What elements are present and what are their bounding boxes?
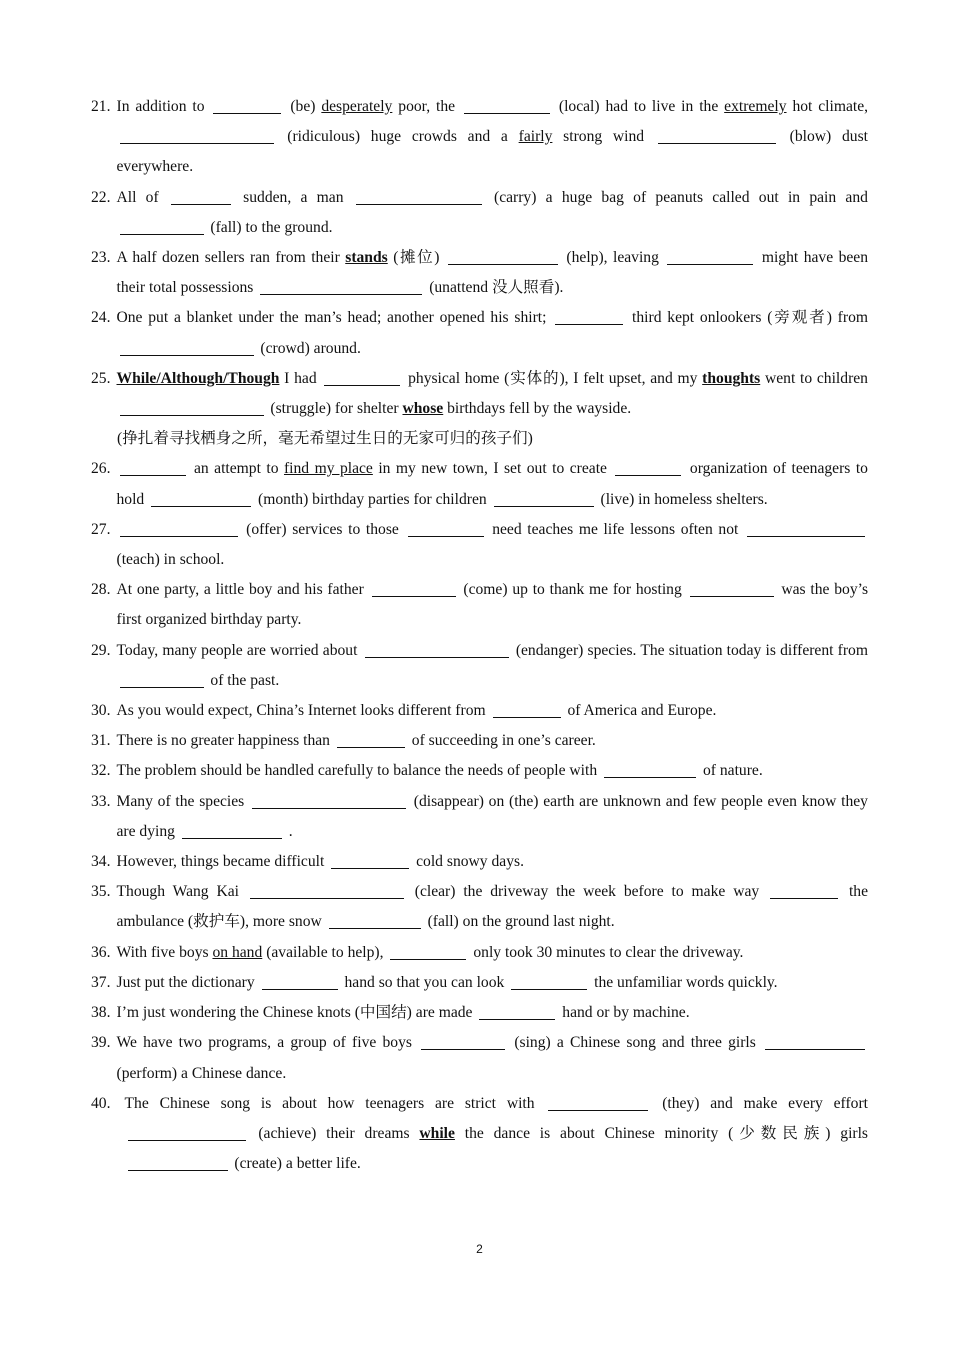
answer-blank[interactable] <box>337 729 405 748</box>
question-number: 29. <box>91 641 111 659</box>
text-fragment: However, things became difficult <box>116 853 325 871</box>
answer-blank[interactable] <box>690 578 774 597</box>
answer-blank[interactable] <box>372 578 456 597</box>
answer-blank[interactable] <box>120 125 274 144</box>
bold-underlined-word: while <box>419 1124 455 1142</box>
text-fragment: third kept onlookers (旁观者) from <box>632 309 868 327</box>
question-number: 34. <box>91 853 111 871</box>
text-fragment: (help), leaving <box>566 249 659 267</box>
text-fragment: (fall) on the ground last night. <box>427 913 615 931</box>
answer-blank[interactable] <box>120 216 204 235</box>
question-text <box>117 938 869 968</box>
text-fragment: was the boy’s first organized birthday party. <box>116 581 869 629</box>
question-number: 33. <box>91 792 111 810</box>
question-text <box>117 636 869 696</box>
question-35 <box>91 877 868 937</box>
underlined-word: desperately <box>321 98 393 115</box>
question-34 <box>91 847 868 877</box>
text-fragment: With five boys <box>116 943 209 961</box>
answer-blank[interactable] <box>770 880 838 899</box>
text-fragment: of America and Europe. <box>567 702 717 720</box>
text-fragment: A half dozen sellers ran from their <box>116 249 340 267</box>
answer-blank[interactable] <box>252 790 406 809</box>
text-fragment: Just put the dictionary <box>116 973 255 991</box>
text-fragment: (they) and make every effort <box>662 1094 868 1112</box>
question-text <box>117 726 869 756</box>
text-fragment: (ridiculous) huge crowds and a <box>287 128 508 146</box>
answer-blank[interactable] <box>765 1031 865 1050</box>
text-fragment: need teaches me life lessons often not <box>492 520 739 538</box>
text-fragment: only took 30 minutes to clear the driveway. <box>473 943 744 961</box>
text-fragment: (clear) the driveway the week before to make way <box>414 883 760 901</box>
worksheet <box>91 92 868 1179</box>
text-fragment: (struggle) for shelter <box>270 400 399 418</box>
question-text <box>117 303 869 363</box>
answer-blank[interactable] <box>120 669 204 688</box>
question-text <box>117 877 869 937</box>
question-number: 39. <box>91 1034 111 1052</box>
question-number: 37. <box>91 973 111 991</box>
answer-blank[interactable] <box>128 1122 246 1141</box>
answer-blank[interactable] <box>250 880 404 899</box>
question-text <box>117 787 869 847</box>
text-fragment: strong wind <box>563 128 645 146</box>
question-21 <box>91 92 868 183</box>
text-fragment: (offer) services to those <box>246 520 399 538</box>
question-22 <box>91 183 868 243</box>
text-fragment: I had <box>284 369 317 387</box>
text-fragment: cold snowy days. <box>416 853 524 871</box>
text-fragment: the unfamiliar words quickly. <box>594 973 778 991</box>
question-text <box>117 756 869 786</box>
text-fragment: Though Wang Kai <box>116 883 239 901</box>
answer-blank[interactable] <box>464 95 550 114</box>
text-fragment: of the past. <box>210 671 280 689</box>
bold-underlined-word: whose <box>402 400 444 418</box>
text-fragment: (crowd) around. <box>260 339 361 357</box>
underlined-word: extremely <box>724 98 787 115</box>
answer-blank[interactable] <box>448 246 558 265</box>
text-fragment: Today, many people are worried about <box>116 641 358 659</box>
question-text <box>117 1028 869 1088</box>
text-fragment: The Chinese song is about how teenagers are strict with <box>124 1094 535 1112</box>
answer-blank[interactable] <box>120 457 186 476</box>
text-fragment: One put a blanket under the man’s head; another opened his shirt; <box>116 309 547 327</box>
text-fragment: We have two programs, a group of five boys <box>116 1034 412 1052</box>
question-text <box>117 515 869 575</box>
answer-blank[interactable] <box>128 1152 228 1171</box>
text-fragment: There is no greater happiness than <box>116 732 330 750</box>
question-number: 31. <box>91 732 111 750</box>
question-31 <box>91 726 868 756</box>
text-fragment: I’m just wondering the Chinese knots (中国结) are made <box>116 1004 473 1022</box>
question-23 <box>91 243 868 303</box>
text-fragment: might have been their total possessions <box>116 249 869 297</box>
text-fragment: (fall) to the ground. <box>210 218 333 236</box>
text-fragment: an attempt to <box>193 460 279 478</box>
answer-blank[interactable] <box>171 186 231 205</box>
question-text <box>117 92 869 183</box>
question-27 <box>91 515 868 575</box>
text-fragment: (摊位) <box>393 249 440 267</box>
question-39 <box>91 1028 868 1088</box>
underlined-word: fairly <box>518 128 553 146</box>
question-36 <box>91 938 868 968</box>
question-number: 27. <box>91 520 111 538</box>
text-fragment: hand or by machine. <box>562 1004 690 1022</box>
text-fragment: (teach) in school. <box>116 551 225 569</box>
question-text <box>117 847 869 877</box>
text-fragment: of succeeding in one’s career. <box>411 732 596 750</box>
text-fragment: In addition to <box>116 98 205 115</box>
text-fragment: physical home (实体的), I felt upset, and my <box>408 369 698 387</box>
question-38 <box>91 998 868 1028</box>
question-text <box>117 575 869 635</box>
question-40 <box>91 1089 868 1180</box>
answer-blank[interactable] <box>329 910 421 929</box>
bold-underlined-word: While/Although/Though <box>116 369 280 387</box>
bold-underlined-word: thoughts <box>702 369 761 387</box>
chinese-hint: (挣扎着寻找栖身之所，毫无希望过生日的无家可归的孩子们) <box>117 430 533 448</box>
question-number: 30. <box>91 702 111 720</box>
text-fragment: (live) in homeless shelters. <box>600 490 768 508</box>
answer-blank[interactable] <box>260 276 422 295</box>
text-fragment: (unattend 没人照看). <box>429 279 564 297</box>
answer-blank[interactable] <box>324 367 400 386</box>
underlined-word: on hand <box>212 943 263 961</box>
answer-blank[interactable] <box>667 246 753 265</box>
text-fragment: (achieve) their dreams <box>258 1124 410 1142</box>
question-number: 21. <box>91 98 111 115</box>
text-fragment: the ambulance (救护车), more snow <box>116 883 869 931</box>
page-number: 2 <box>476 1242 483 1256</box>
answer-blank[interactable] <box>262 971 338 990</box>
underlined-word: find my place <box>283 460 373 478</box>
bold-underlined-word: stands <box>345 249 388 267</box>
question-number: 24. <box>91 309 111 327</box>
text-fragment: of nature. <box>702 762 763 780</box>
answer-blank[interactable] <box>548 1092 648 1111</box>
answer-blank[interactable] <box>421 1031 505 1050</box>
answer-blank[interactable] <box>604 759 696 778</box>
text-fragment: hand so that you can look <box>344 973 505 991</box>
answer-blank[interactable] <box>511 971 587 990</box>
text-fragment: (carry) a huge bag of peanuts called out in pain and <box>494 188 868 206</box>
answer-blank[interactable] <box>151 488 251 507</box>
question-24 <box>91 303 868 363</box>
text-fragment: poor, the <box>398 98 456 115</box>
answer-blank[interactable] <box>747 518 865 537</box>
answer-blank[interactable] <box>120 518 238 537</box>
question-number: 35. <box>91 883 111 901</box>
text-fragment: Many of the species <box>116 792 245 810</box>
answer-blank[interactable] <box>356 186 482 205</box>
answer-blank[interactable] <box>658 125 776 144</box>
text-fragment: (perform) a Chinese dance. <box>116 1064 287 1082</box>
text-fragment: the dance is about Chinese minority (少数民族) girls <box>464 1124 868 1142</box>
answer-blank[interactable] <box>479 1001 555 1020</box>
text-fragment: (come) up to thank me for hosting <box>463 581 682 599</box>
answer-blank[interactable] <box>365 639 509 658</box>
text-fragment: (disappear) on (the) earth are unknown and few people even know they are dying <box>116 792 868 840</box>
answer-blank[interactable] <box>390 941 466 960</box>
question-28 <box>91 575 868 635</box>
text-fragment: (month) birthday parties for children <box>258 490 487 508</box>
text-fragment: . <box>288 822 293 840</box>
text-fragment: (endanger) species. The situation today is different from <box>515 641 868 659</box>
question-29 <box>91 636 868 696</box>
answer-blank[interactable] <box>182 820 282 839</box>
text-fragment: At one party, a little boy and his father <box>116 581 364 599</box>
question-number: 26. <box>91 460 111 478</box>
answer-blank[interactable] <box>408 518 484 537</box>
question-text <box>117 998 869 1028</box>
question-26 <box>91 454 868 514</box>
text-fragment: (sing) a Chinese song and three girls <box>514 1034 756 1052</box>
question-30 <box>91 696 868 726</box>
question-37 <box>91 968 868 998</box>
question-number: 28. <box>91 581 111 599</box>
answer-blank[interactable] <box>213 95 281 114</box>
question-text <box>117 968 869 998</box>
text-fragment: went to children <box>764 369 868 387</box>
question-text <box>117 364 869 424</box>
text-fragment: (local) had to live in the <box>558 98 719 115</box>
question-number: 23. <box>91 249 111 267</box>
question-text <box>117 1089 869 1180</box>
question-number: 32. <box>91 762 111 780</box>
text-fragment: (available to help), <box>266 943 384 961</box>
answer-blank[interactable] <box>493 699 561 718</box>
text-fragment: As you would expect, China’s Internet looks different from <box>116 702 486 720</box>
text-fragment: (create) a better life. <box>234 1155 361 1173</box>
question-number: 36. <box>91 943 111 961</box>
text-fragment: hot climate, <box>792 98 869 115</box>
question-number: 25. <box>91 369 111 387</box>
question-32 <box>91 756 868 786</box>
text-fragment: sudden, a man <box>243 188 344 206</box>
question-text <box>117 454 869 514</box>
text-fragment: The problem should be handled carefully to balance the needs of people with <box>116 762 598 780</box>
question-text <box>117 243 869 303</box>
text-fragment: All of <box>116 188 159 206</box>
text-fragment: (blow) dust everywhere. <box>116 128 868 176</box>
text-fragment: birthdays fell by the wayside. <box>447 400 632 418</box>
question-text <box>117 696 869 726</box>
answer-blank[interactable] <box>120 337 254 356</box>
text-fragment: organization of teenagers to hold <box>116 460 868 508</box>
question-33 <box>91 787 868 847</box>
answer-blank[interactable] <box>615 457 681 476</box>
answer-blank[interactable] <box>120 397 264 416</box>
text-fragment: (be) <box>290 98 316 115</box>
text-fragment: in my new town, I set out to create <box>378 460 607 478</box>
answer-blank[interactable] <box>555 306 623 325</box>
answer-blank[interactable] <box>494 488 594 507</box>
question-text <box>117 183 869 243</box>
question-number: 22. <box>91 188 111 206</box>
answer-blank[interactable] <box>331 850 409 869</box>
question-number: 38. <box>91 1004 111 1022</box>
question-number: 40. <box>91 1094 111 1112</box>
question-25 <box>91 364 868 424</box>
